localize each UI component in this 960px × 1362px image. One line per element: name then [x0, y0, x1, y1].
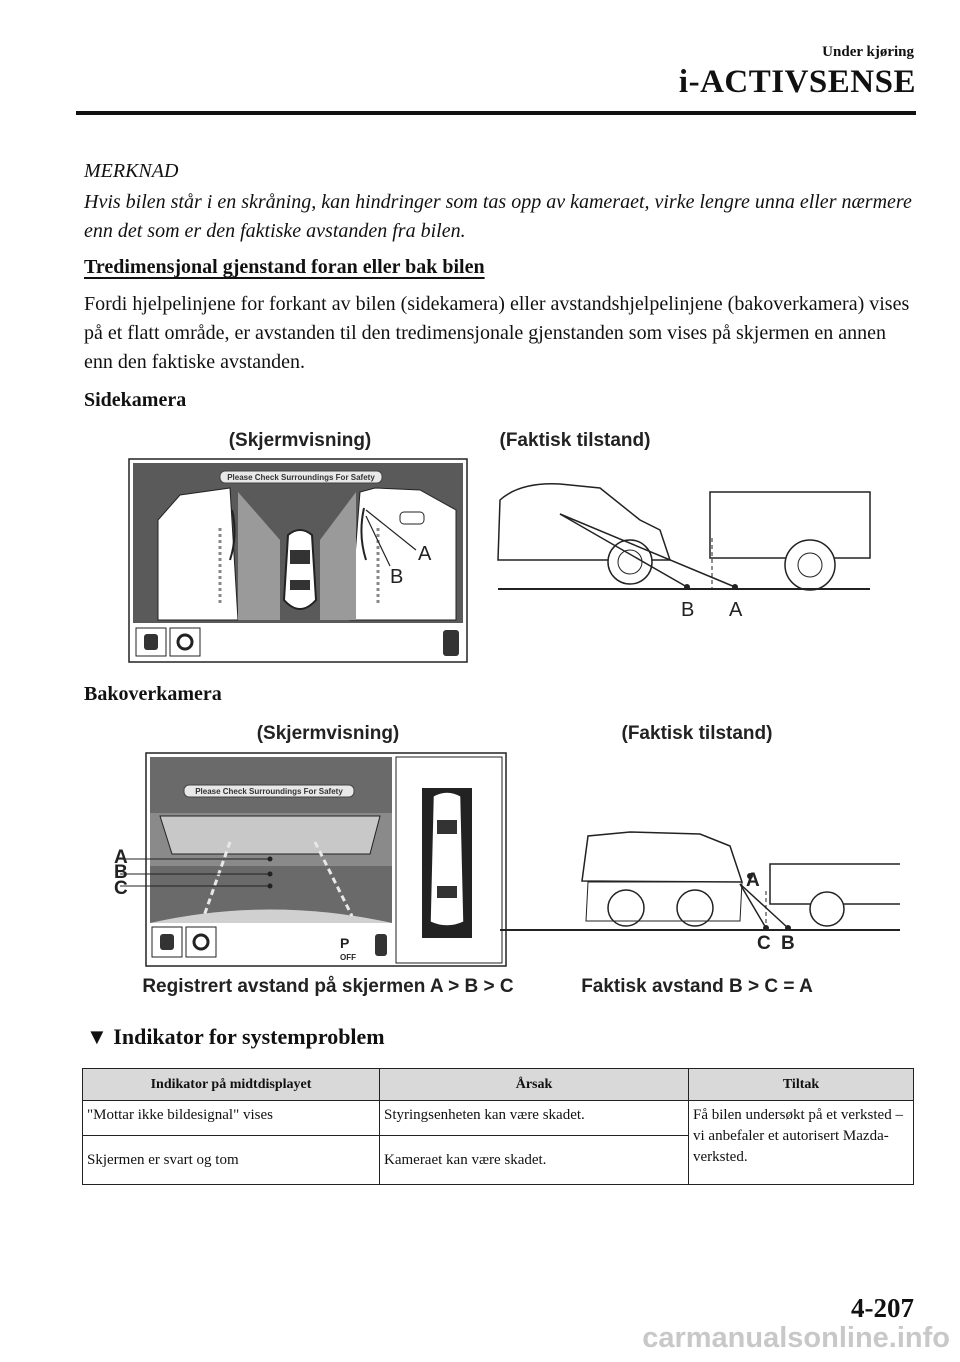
column-header: Årsak	[380, 1069, 689, 1101]
side-actual-label-a: A	[729, 599, 743, 621]
rear-actual-illustration	[500, 832, 900, 954]
side-camera-figure	[120, 420, 880, 670]
running-header-section: Under kjøring	[822, 44, 914, 60]
side-screen-label-a: A	[418, 543, 432, 565]
side-steering-icon	[136, 628, 166, 656]
indicator-heading	[86, 1024, 385, 1050]
system-problem-table	[82, 1068, 914, 1185]
rear-actual-label-a: A	[746, 870, 760, 891]
action-cell: Få bilen undersøkt på et verksted – vi anbefaler et autorisert Mazda-verksted.	[689, 1101, 914, 1185]
note-text: Hvis bilen står i en skråning, kan hindringer som tas opp av kameraet, virke lengre unna eller nærmere enn det som er den faktiske avstanden fra bilen.	[84, 191, 912, 242]
cause-cell: Styringsenheten kan være skadet.	[380, 1101, 689, 1136]
watermark: carmanualsonline.info	[642, 1322, 950, 1354]
column-header: Indikator på midtdisplayet	[83, 1069, 380, 1101]
side-screen-label-b: B	[390, 566, 404, 588]
side-settings-icon	[170, 628, 200, 656]
rear-screen-label-b: B	[114, 862, 128, 883]
indicator-heading-text: Indikator for systemproblem	[113, 1024, 385, 1049]
table-header-row	[83, 1069, 914, 1101]
rear-actual-label-c: C	[757, 933, 771, 954]
header-rule	[76, 111, 916, 115]
rear-screen-label-a: A	[114, 847, 128, 868]
side-screen-display	[129, 459, 467, 662]
side-actual-caption: (Faktisk tilstand)	[499, 430, 651, 451]
note-heading: MERKNAD	[84, 160, 179, 182]
rear-camera-heading: Bakoverkamera	[84, 683, 222, 705]
rear-actual-note: Faktisk avstand B > C = A	[581, 976, 813, 997]
table-row	[83, 1101, 914, 1136]
rear-screen-display	[114, 753, 506, 966]
side-camera-heading: Sidekamera	[84, 389, 187, 411]
side-actual-label-b: B	[681, 599, 695, 621]
rear-camera-figure	[100, 716, 900, 1006]
running-header-title: i-ACTIVSENSE	[678, 64, 916, 100]
rear-off-label: OFF	[340, 953, 356, 962]
side-view-toggle-icon	[443, 630, 459, 656]
column-header: Tiltak	[689, 1069, 914, 1101]
rear-settings-icon	[186, 927, 216, 957]
section-heading: Tredimensjonal gjenstand foran eller bak bilen	[84, 256, 485, 278]
rear-screen-caption: (Skjermvisning)	[256, 723, 400, 744]
rear-sensor-icon	[375, 934, 387, 956]
side-banner: Please Check Surroundings For Safety	[227, 473, 375, 482]
side-screen-caption: (Skjermvisning)	[228, 430, 372, 451]
rear-screen-label-c: C	[114, 878, 128, 899]
rear-actual-label-b: B	[781, 933, 795, 954]
indicator-cell: "Mottar ikke bildesignal" vises	[83, 1101, 380, 1136]
rear-banner: Please Check Surroundings For Safety	[195, 787, 343, 796]
page-number: 4-207	[851, 1293, 914, 1323]
rear-actual-caption: (Faktisk tilstand)	[621, 723, 773, 744]
side-actual-illustration	[498, 484, 870, 621]
indicator-cell: Skjermen er svart og tom	[83, 1136, 380, 1185]
rear-screen-note: Registrert avstand på skjermen A > B > C	[142, 976, 514, 997]
svg-text:P: P	[340, 935, 350, 951]
triangle-bullet-icon: ▼	[86, 1024, 108, 1049]
rear-steering-icon	[152, 927, 182, 957]
section-paragraph: Fordi hjelpelinjene for forkant av bilen (sidekamera) eller avstandshjelpelinjene (bakoverkamera) vises på et flatt område, er avstanden til den tredimensjonale gjenstanden som vises på skjermen en annen enn den faktiske avstanden.	[84, 293, 910, 373]
cause-cell: Kameraet kan være skadet.	[380, 1136, 689, 1185]
